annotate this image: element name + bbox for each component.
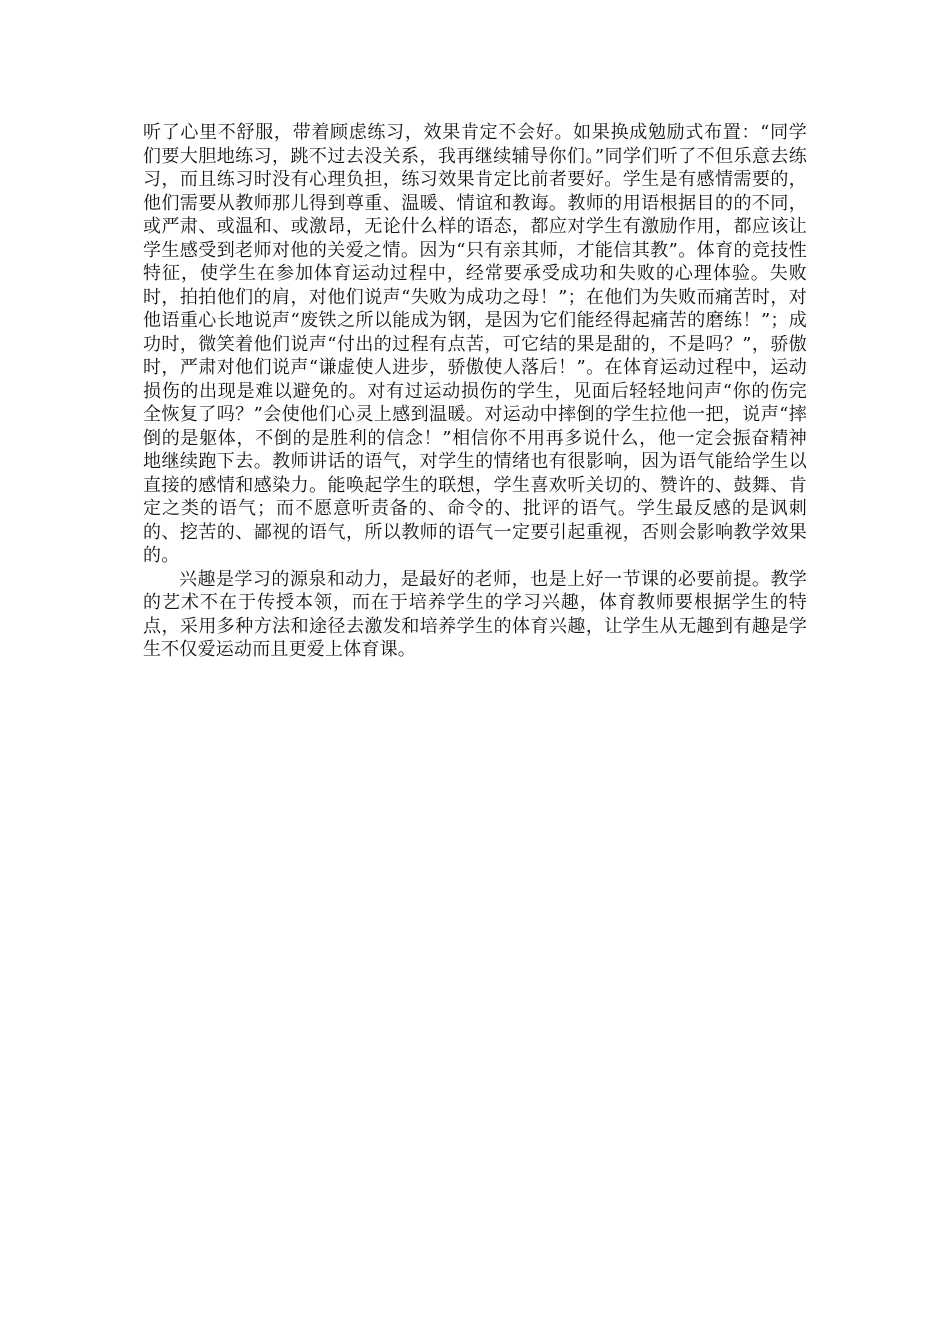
body-text (143, 121, 807, 662)
paragraph-1: 听了心里不舒服，带着顾虑练习，效果肯定不会好。如果换成勉励式布置：“同学们要大胆地练习，跳不过去没关系，我再继续辅导你们。”同学们听了不但乐意去练习，而且练习时没有心理负担，练习效果肯定比前者要好。学生是有感情需要的，他们需要从教师那儿得到尊重、温暖、情谊和教诲。教师的用语根据目的的不同，或严肃、或温和、或激昂，无论什么样的语态，都应对学生有激励作用，都应该让学生感受到老师对他的关爱之情。因为“只有亲其师，才能信其教”。体育的竞技性特征，使学生在参加体育运动过程中，经常要承受成功和失败的心理体验。失败时，拍拍他们的肩，对他们说声“失败为成功之母！”；在他们为失败而痛苦时，对他语重心长地说声“废铁之所以能成为钢，是因为它们能经得起痛苦的磨练！”；成功时，微笑着他们说声“付出的过程有点苦，可它结的果是甜的，不是吗？”，骄傲时，严肃对他们说声“谦虚使人进步，骄傲使人落后！”。在体育运动过程中，运动损伤的出现是难以避免的。对有过运动损伤的学生，见面后轻轻地问声“你的伤完全恢复了吗？”会使他们心灵上感到温暖。对运动中摔倒的学生拉他一把，说声“摔倒的是躯体，不倒的是胜利的信念！”相信你不用再多说什么，他一定会振奋精神地继续跑下去。教师讲话的语气，对学生的情绪也有很影响，因为语气能给学生以直接的感情和感染力。能唤起学生的联想，学生喜欢听关切的、赞许的、鼓舞、肯定之类的语气；而不愿意听责备的、命令的、批评的语气。学生最反感的是讽刺的、挖苦的、鄙视的语气，所以教师的语气一定要引起重视，否则会影响教学效果的。 (143, 122, 807, 566)
paragraph-2: 兴趣是学习的源泉和动力，是最好的老师，也是上好一节课的必要前提。教学的艺术不在于传授本领，而在于培养学生的学习兴趣，体育教师要根据学生的特点，采用多种方法和途径去激发和培养学生的体育兴趣，让学生从无趣到有趣是学生不仅爱运动而且更爱上体育课。 (143, 568, 807, 660)
